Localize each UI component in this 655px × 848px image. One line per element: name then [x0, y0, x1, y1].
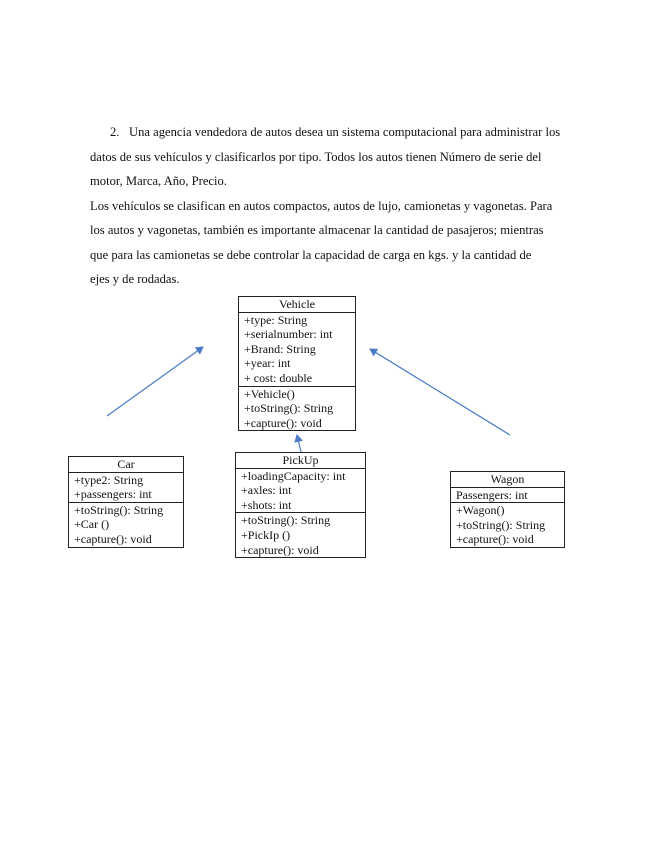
- car-method-capture: +capture(): void: [74, 531, 152, 546]
- statement-line-6: que para las camionetas se debe controlar la capacidad de carga en kgs. y la cantidad de: [90, 247, 532, 262]
- wagon-method-constructor: +Wagon(): [456, 503, 505, 518]
- pickup-method-tostring: +toString(): String: [241, 513, 331, 528]
- statement-line-1: 2. Una agencia vendedora de autos desea un sistema computacional para administrar los: [90, 120, 568, 145]
- vehicle-attributes: [239, 313, 355, 387]
- wagon-attributes: [451, 488, 564, 504]
- wagon-class-box: [450, 471, 565, 548]
- pickup-class-name: PickUp: [236, 453, 365, 469]
- vehicle-attr-brand: +Brand: String: [244, 341, 316, 356]
- pickup-attributes: [236, 469, 365, 514]
- vehicle-attr-cost: + cost: double: [244, 370, 313, 385]
- wagon-method-capture: +capture(): void: [456, 532, 534, 547]
- pickup-to-vehicle-arrow: [297, 435, 301, 452]
- car-attr-type2: +type2: String: [74, 472, 144, 487]
- vehicle-method-constructor: +Vehicle(): [244, 386, 295, 401]
- vehicle-class-name: Vehicle: [239, 297, 355, 313]
- pickup-class-box: [235, 452, 366, 558]
- statement-line-2: datos de sus vehículos y clasificarlos por tipo. Todos los autos tienen Número de serie del: [90, 149, 542, 164]
- pickup-attr-shots: +shots: int: [241, 497, 292, 512]
- wagon-method-tostring: +toString(): String: [456, 517, 546, 532]
- vehicle-attr-serialnumber: +serialnumber: int: [244, 327, 333, 342]
- car-attributes: [69, 473, 183, 503]
- vehicle-method-tostring: +toString(): String: [244, 401, 334, 416]
- vehicle-methods: [239, 387, 355, 431]
- wagon-to-vehicle-arrow: [370, 349, 510, 435]
- car-method-tostring: +toString(): String: [74, 502, 164, 517]
- statement-line-7: ejes y de rodadas.: [90, 272, 180, 286]
- wagon-methods: [451, 503, 564, 547]
- car-method-constructor: +Car (): [74, 517, 110, 532]
- car-class-name: Car: [69, 457, 183, 473]
- wagon-attr-passengers: Passengers: int: [456, 487, 528, 502]
- statement-line-3: motor, Marca, Año, Precio.: [90, 174, 227, 188]
- pickup-method-capture: +capture(): void: [241, 542, 319, 557]
- pickup-method-constructor: +PickIp (): [241, 527, 291, 542]
- car-attr-passengers: +passengers: int: [74, 487, 152, 502]
- pickup-methods: [236, 513, 365, 557]
- statement-line-4: Los vehículos se clasifican en autos compactos, autos de lujo, camionetas y vagonetas. Para: [90, 198, 553, 213]
- problem-statement: [90, 120, 568, 292]
- vehicle-attr-type: +type: String: [244, 312, 308, 327]
- car-to-vehicle-arrow: [107, 347, 203, 416]
- statement-line-5: los autos y vagonetas, también es importante almacenar la cantidad de pasajeros; mientras: [90, 223, 544, 237]
- car-class-box: [68, 456, 184, 548]
- vehicle-attr-year: +year: int: [244, 356, 291, 371]
- vehicle-class-box: [238, 296, 356, 431]
- pickup-attr-axles: +axles: int: [241, 483, 292, 498]
- wagon-class-name: Wagon: [451, 472, 564, 488]
- item-number: 2.: [110, 125, 120, 139]
- vehicle-method-capture: +capture(): void: [244, 415, 322, 430]
- car-methods: [69, 503, 183, 547]
- pickup-attr-loadingcapacity: +loadingCapacity: int: [241, 468, 346, 483]
